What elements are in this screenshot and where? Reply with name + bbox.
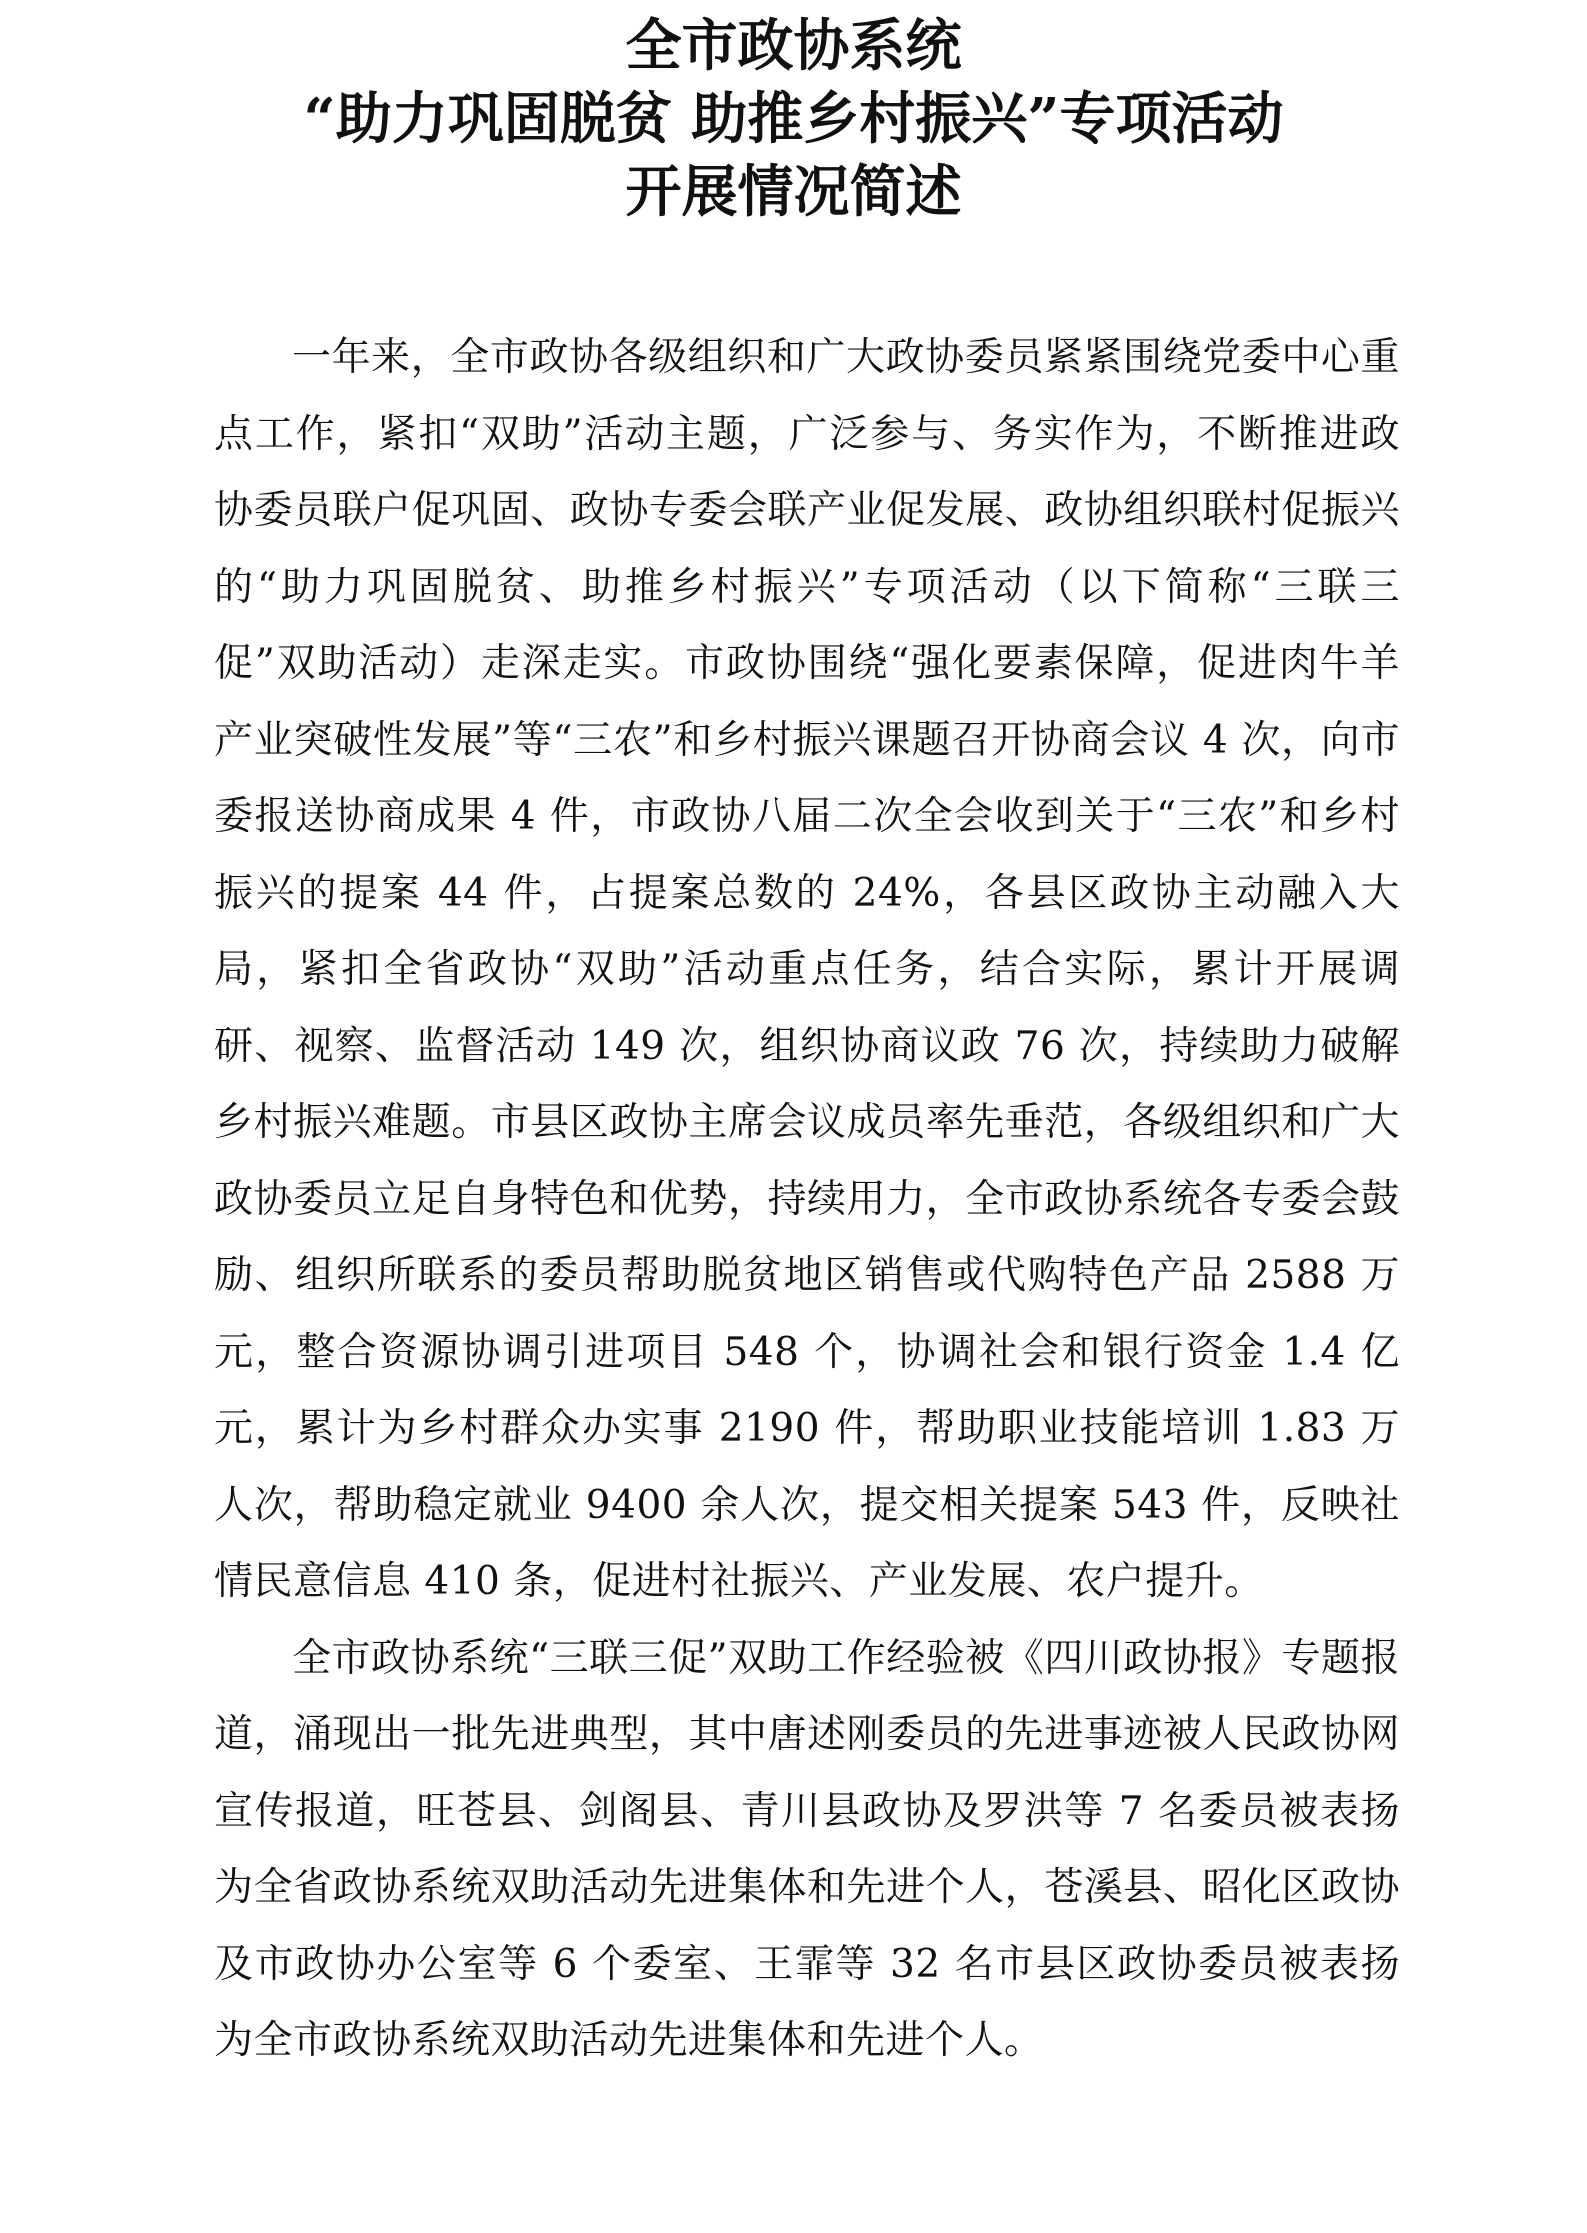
document-body: [214, 320, 1400, 2080]
paragraph-recognition: 全市政协系统“三联三促”双助工作经验被《四川政协报》专题报道，涌现出一批先进典型，其中唐述刚委员的先进事迹被人民政协网宣传报道，旺苍县、剑阁县、青川县政协及罗洪等 7 名委员被表扬为全省政协系统双助活动先进集体和先进个人，苍溪县、昭化区政协及市政协办公室等 6 个委室、王霏等 32 名市县区政协委员被表扬为全市政协系统双助活动先进集体和先进个人。: [214, 1635, 1400, 2063]
title-line-2: “助力巩固脱贫 助推乡村振兴”专项活动: [303, 86, 1284, 152]
document-title: [0, 10, 1587, 229]
title-line-1: 全市政协系统: [625, 13, 962, 79]
paragraph-summary: 一年来，全市政协各级组织和广大政协委员紧紧围绕党委中心重点工作，紧扣“双助”活动主题，广泛参与、务实作为，不断推进政协委员联户促巩固、政协专委会联产业促发展、政协组织联村促振兴的“助力巩固脱贫、助推乡村振兴”专项活动（以下简称“三联三促”双助活动）走深走实。市政协围绕“强化要素保障，促进肉牛羊产业突破性发展”等“三农”和乡村振兴课题召开协商会议 4 次，向市委报送协商成果 4 件，市政协八届二次全会收到关于“三农”和乡村振兴的提案 44 件，占提案总数的 24%，各县区政协主动融入大局，紧扣全省政协“双助”活动重点任务，结合实际，累计开展调研、视察、监督活动 149 次，组织协商议政 76 次，持续助力破解乡村振兴难题。市县区政协主席会议成员率先垂范，各级组织和广大政协委员立足自身特色和优势，持续用力，全市政协系统各专委会鼓励、组织所联系的委员帮助脱贫地区销售或代购特色产品 2588 万元，整合资源协调引进项目 548 个，协调社会和银行资金 1.4 亿元，累计为乡村群众办实事 2190 件，帮助职业技能培训 1.83 万人次，帮助稳定就业 9400 余人次，提交相关提案 543 件，反映社情民意信息 410 条，促进村社振兴、产业发展、农户提升。: [214, 335, 1400, 1604]
title-line-3: 开展情况简述: [625, 159, 962, 225]
